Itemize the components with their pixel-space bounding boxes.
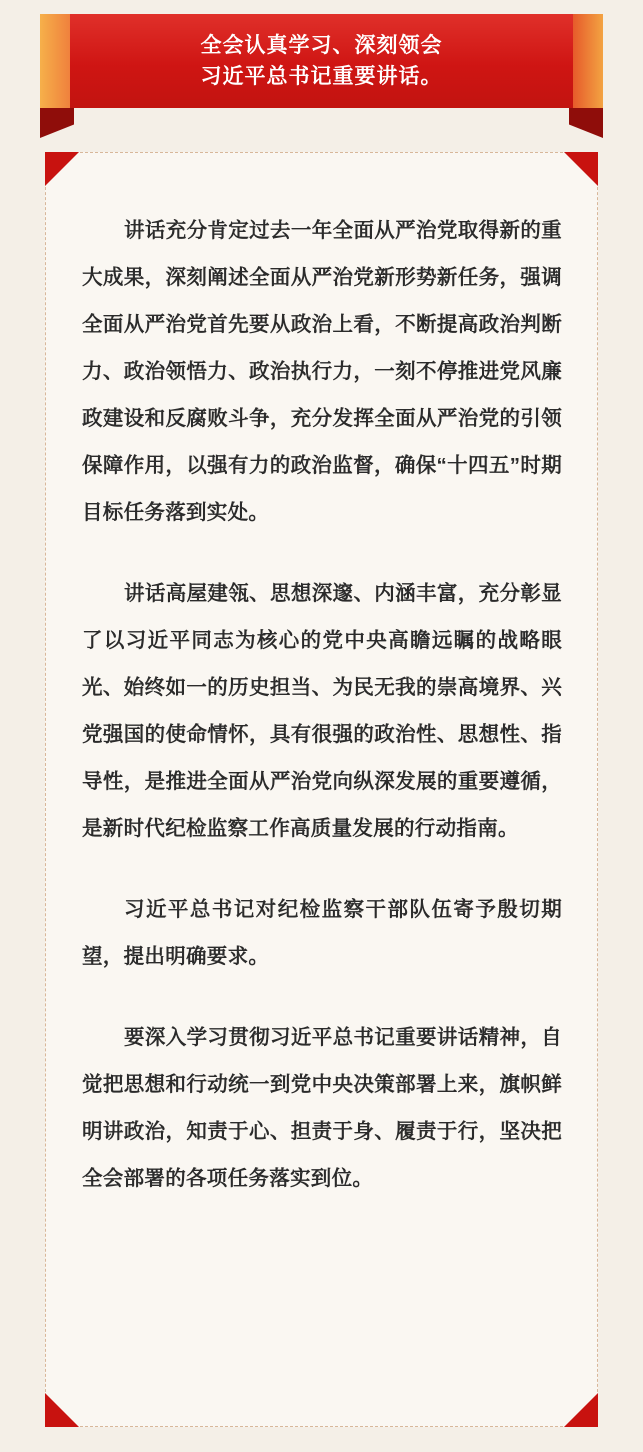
ribbon-tail-right: [569, 108, 603, 138]
paragraph: 讲话高屋建瓴、思想深邃、内涵丰富，充分彰显了以习近平同志为核心的党中央高瞻远瞩的战略眼光、始终如一的历史担当、为民无我的崇高境界、兴党强国的使命情怀，具有很强的政治性、思想性、指导性，是推进全面从严治党向纵深发展的重要遵循，是新时代纪检监察工作高质量发展的行动指南。: [82, 582, 562, 840]
banner-title-line-2: 习近平总书记重要讲话。: [200, 65, 443, 88]
corner-ornament-bottom-right: [564, 1393, 598, 1427]
corner-ornament-top-left: [45, 152, 79, 186]
paragraph: 讲话充分肯定过去一年全面从严治党取得新的重大成果，深刻阐述全面从严治党新形势新任务，强调全面从严治党首先要从政治上看，不断提高政治判断力、政治领悟力、政治执行力，一刻不停推进党风廉政建设和反腐败斗争，充分发挥全面从严治党的引领保障作用，以强有力的政治监督，确保“十四五”时期目标任务落到实处。: [82, 219, 562, 524]
article-body: [82, 207, 562, 1202]
ribbon-tail-left: [40, 108, 74, 138]
corner-ornament-bottom-left: [45, 1393, 79, 1427]
banner-title-block: [70, 14, 573, 108]
content-card: [45, 152, 598, 1427]
banner-title-line-1: 全会认真学习、深刻领会: [200, 34, 443, 57]
paragraph: 习近平总书记对纪检监察干部队伍寄予殷切期望，提出明确要求。: [82, 898, 562, 968]
header-banner: [0, 0, 643, 130]
corner-ornament-top-right: [564, 152, 598, 186]
paragraph: 要深入学习贯彻习近平总书记重要讲话精神，自觉把思想和行动统一到党中央决策部署上来，旗帜鲜明讲政治，知责于心、担责于身、履责于行，坚决把全会部署的各项任务落实到位。: [82, 1026, 562, 1190]
